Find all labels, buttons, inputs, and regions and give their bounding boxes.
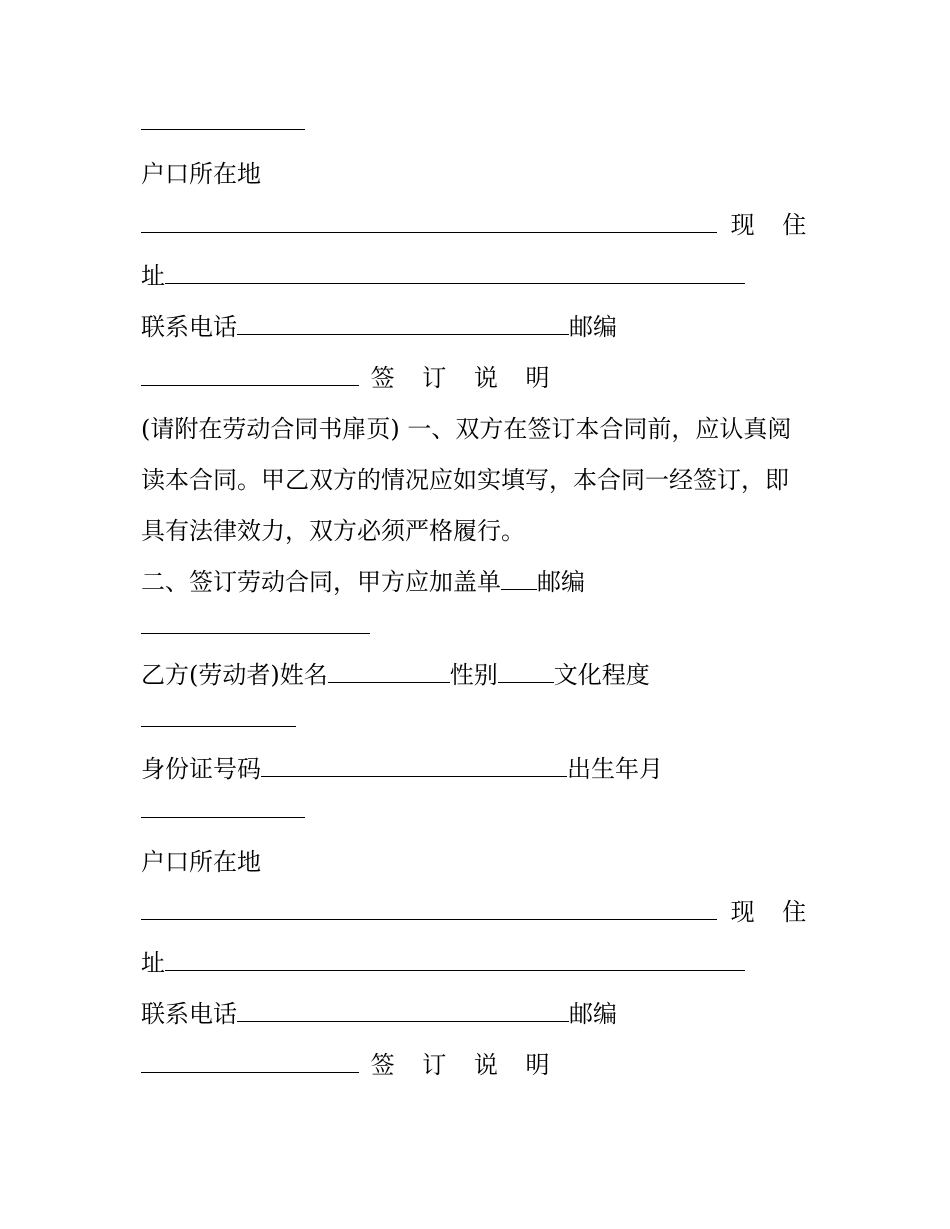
form-line-id-number: 身份证号码 出生年月 (141, 755, 663, 783)
form-line-signing-notes: 签 订 说 明 (141, 364, 560, 392)
fill-blank[interactable] (237, 1001, 569, 1022)
fill-blank[interactable] (165, 950, 745, 971)
fill-blank[interactable] (501, 569, 537, 590)
fill-blank[interactable] (328, 662, 450, 683)
fill-blank[interactable] (141, 109, 305, 130)
fill-blank[interactable] (141, 899, 717, 920)
fill-blank[interactable] (141, 613, 370, 634)
fill-blank[interactable] (165, 263, 745, 284)
fill-blank[interactable] (498, 662, 554, 683)
form-line-household-location: 户口所在地 (141, 848, 261, 876)
form-line-address-cont: 址 (141, 262, 745, 290)
form-line-current-address: 现 住 (141, 211, 816, 239)
form-line-address-cont: 址 (141, 949, 745, 977)
paragraph-line: (请附在劳动合同书扉页) 一、双方在签订本合同前，应认真阅 (141, 415, 792, 443)
form-line-phone: 联系电话 邮编 (141, 1000, 617, 1028)
fill-blank[interactable] (261, 756, 567, 777)
form-line-seal: 二、签订劳动合同，甲方应加盖单 邮编 (141, 568, 585, 596)
form-line-employee-name: 乙方(劳动者)姓名 性别 文化程度 (141, 661, 650, 689)
fill-blank[interactable] (141, 706, 296, 727)
form-line-signing-notes: 签 订 说 明 (141, 1051, 560, 1079)
paragraph-line: 具有法律效力，双方必须严格履行。 (141, 517, 525, 545)
fill-blank[interactable] (141, 212, 717, 233)
fill-blank[interactable] (141, 797, 305, 818)
form-line-phone: 联系电话 邮编 (141, 313, 617, 341)
paragraph-line: 读本合同。甲乙双方的情况应如实填写，本合同一经签订，即 (141, 466, 789, 494)
form-line-household-location: 户口所在地 (141, 160, 261, 188)
fill-blank[interactable] (237, 314, 569, 335)
form-line-blank (141, 612, 370, 640)
form-line-blank (141, 796, 305, 824)
form-line-blank (141, 705, 296, 733)
fill-blank[interactable] (141, 365, 359, 386)
form-line-current-address: 现 住 (141, 898, 816, 926)
fill-blank[interactable] (141, 1052, 359, 1073)
form-line-blank (141, 108, 305, 136)
